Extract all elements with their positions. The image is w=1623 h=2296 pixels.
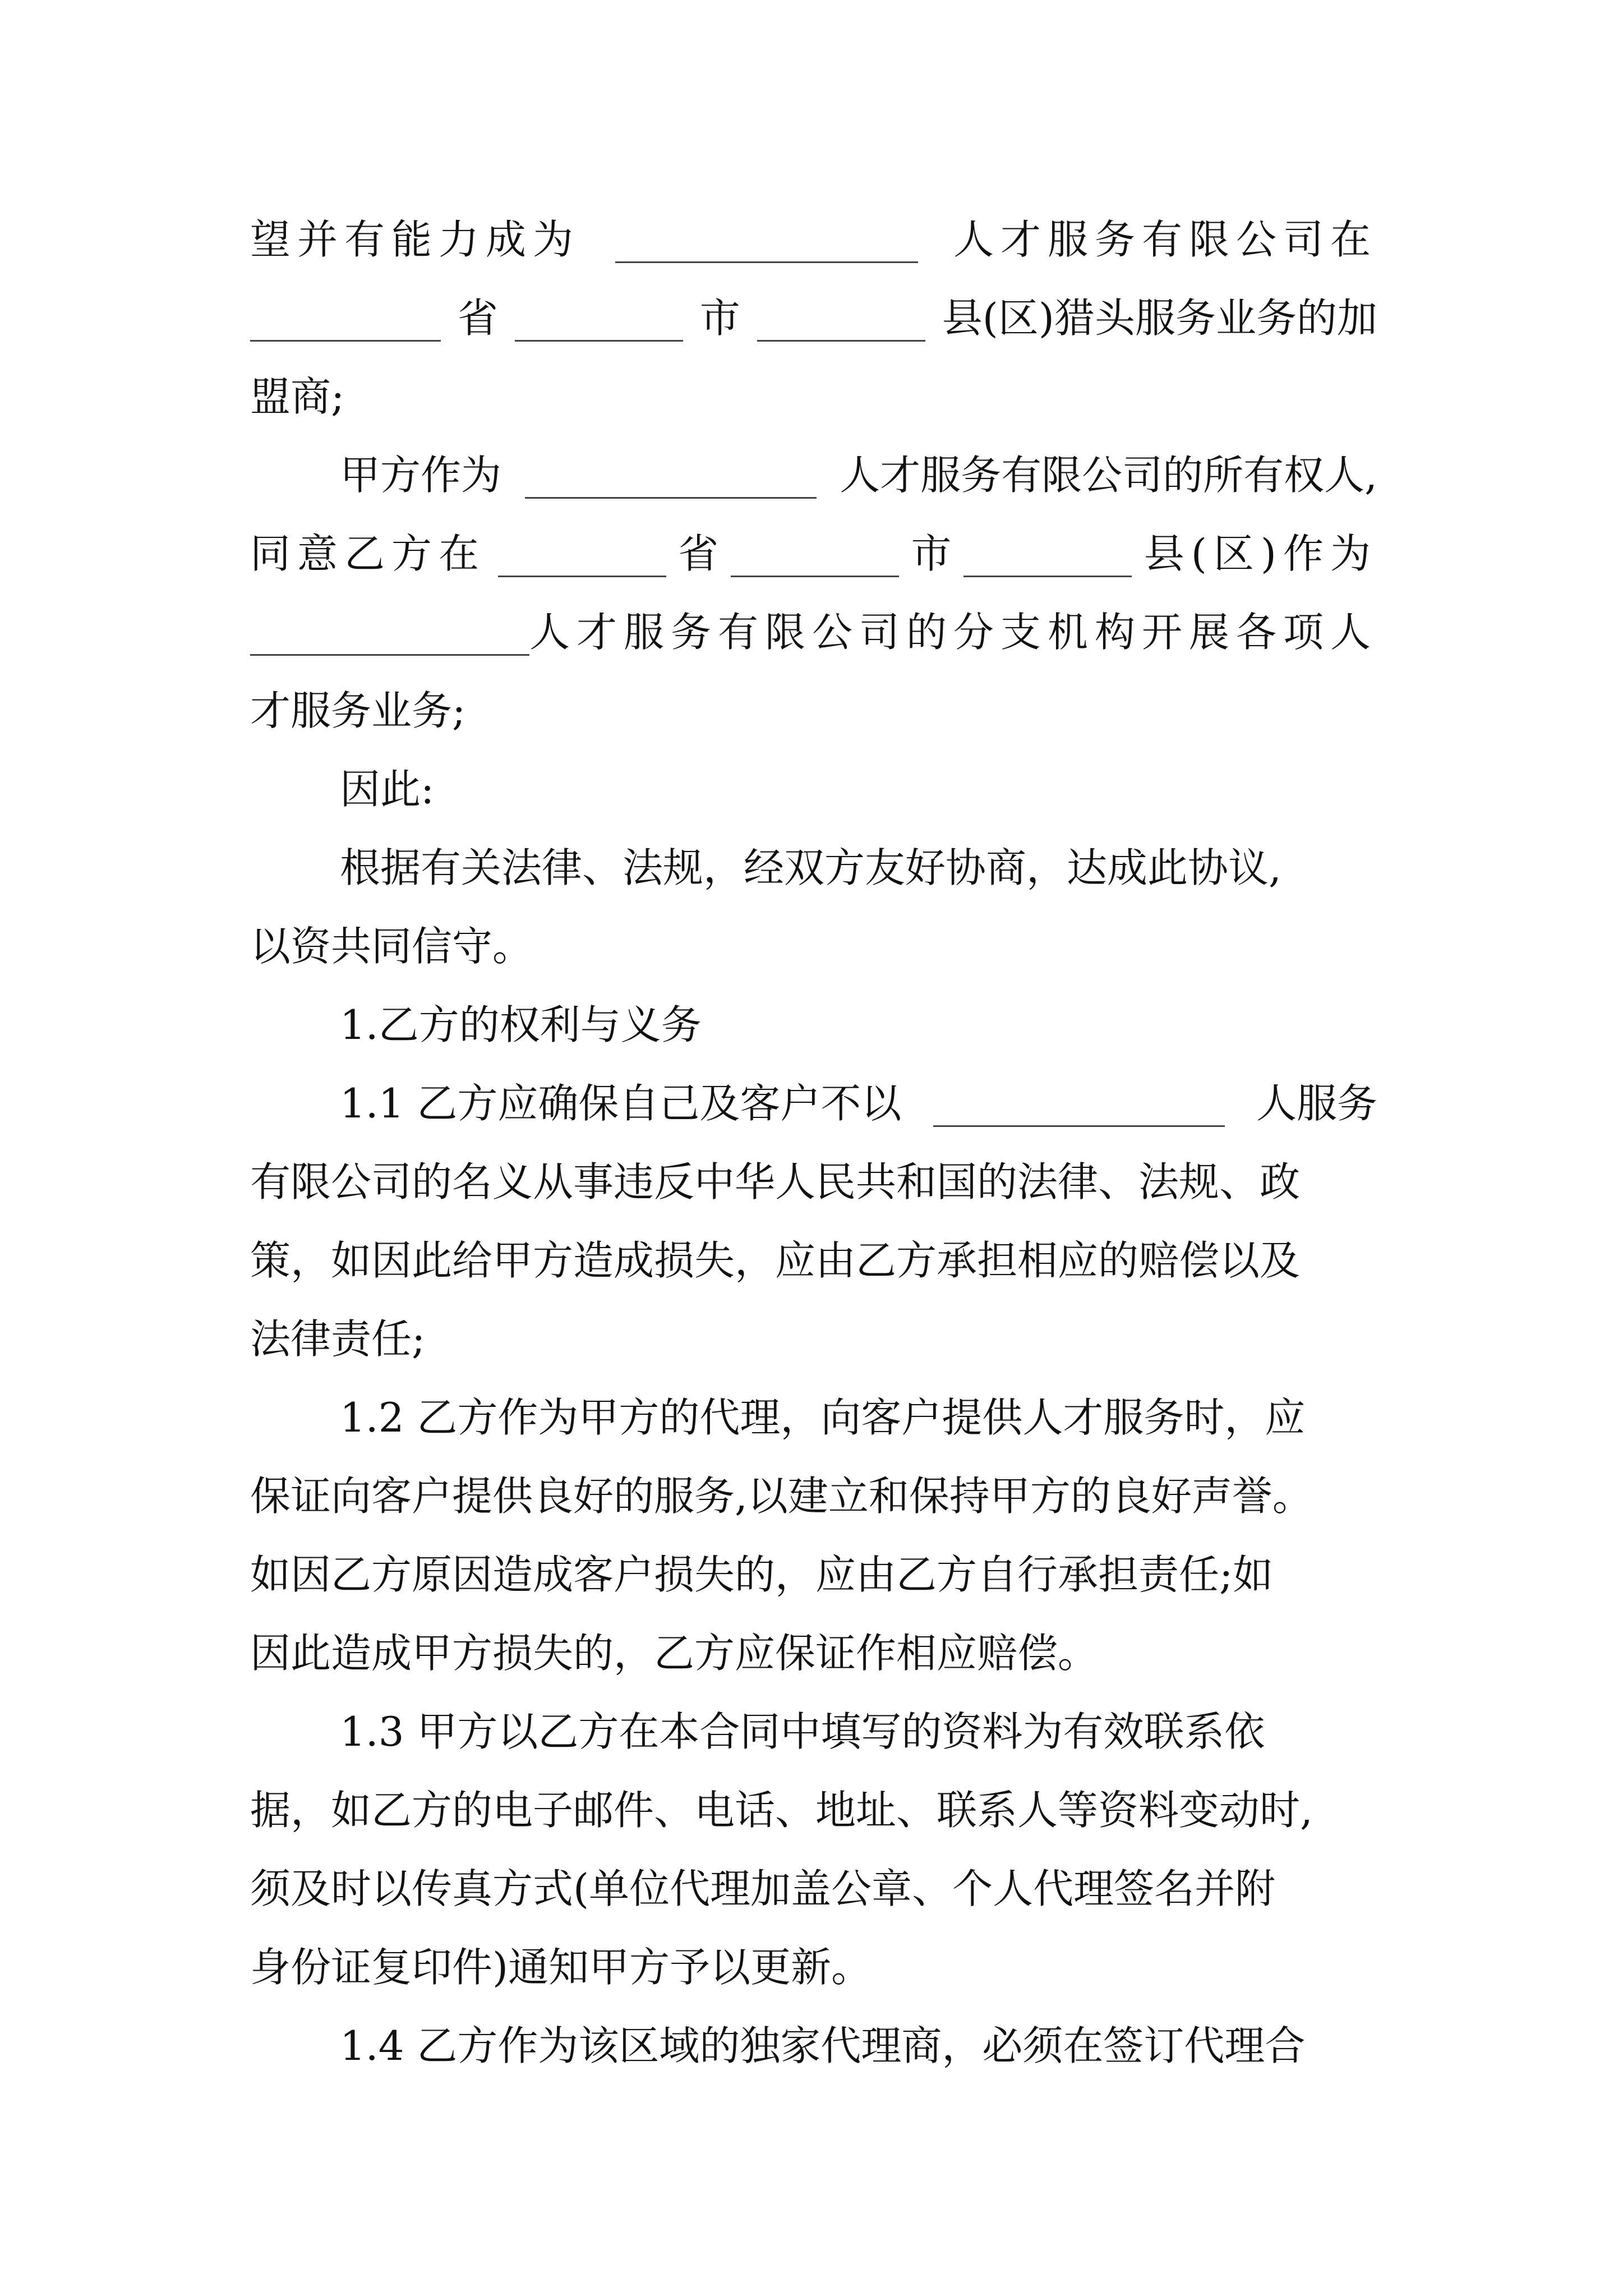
text-segment: 有限公司的名义从事违反中华人民共和国的法律、法规、政: [250, 1158, 1301, 1205]
blank-field[interactable]: [498, 531, 666, 577]
text-line: [250, 197, 1377, 282]
text-line: [250, 1925, 1377, 2009]
text-segment: 望并有能力成为: [250, 216, 580, 263]
text-line: [250, 904, 1377, 988]
blank-field[interactable]: [515, 295, 683, 342]
text-segment: 如因乙方原因造成客户损失的，应由乙方自行承担责任;如: [250, 1551, 1274, 1598]
text-segment: 1.3 甲方以乙方在本合同中填写的资料为有效联系依: [340, 1708, 1265, 1755]
text-line: [340, 433, 1377, 517]
text-segment: 保证向客户提供良好的服务,以建立和保持甲方的良好声誉。: [250, 1473, 1313, 1520]
text-line: [250, 1140, 1377, 1224]
text-segment: 人才服务有限公司在: [953, 216, 1377, 263]
text-segment: 省: [457, 295, 498, 342]
text-line: [340, 2004, 1377, 2088]
text-segment: 市: [699, 295, 740, 342]
text-segment: 法律责任;: [250, 1315, 426, 1363]
text-segment: 1.2 乙方作为甲方的代理，向客户提供人才服务时，应: [340, 1394, 1306, 1441]
blank-field[interactable]: [615, 217, 918, 263]
section-heading: [340, 983, 1377, 1067]
text-line: [250, 1768, 1377, 1852]
blank-field[interactable]: [731, 531, 899, 577]
text-line: [340, 1375, 1377, 1460]
text-line: [340, 1690, 1377, 1774]
text-segment: 身份证复印件)通知甲方予以更新。: [250, 1944, 872, 1991]
text-line: [250, 1533, 1377, 1617]
text-line: [250, 669, 1377, 753]
text-segment: 市: [911, 530, 952, 577]
text-line: [250, 1847, 1377, 1931]
text-line: [340, 826, 1377, 910]
text-line: [250, 1297, 1377, 1381]
text-segment: 据，如乙方的电子邮件、电话、地址、联系人等资料变动时,: [250, 1787, 1313, 1834]
text-segment: 才服务业务;: [250, 687, 466, 734]
text-segment: 因此:: [340, 766, 435, 813]
blank-field[interactable]: [250, 609, 529, 656]
text-segment: 根据有关法律、法规，经双方友好协商，达成此协议,: [340, 844, 1281, 891]
text-segment: 1.1 乙方应确保自己及客户不以: [340, 1080, 902, 1127]
text-line: [250, 590, 1377, 674]
text-segment: 人服务: [1256, 1080, 1377, 1127]
text-segment: 县(区)猎头服务业务的加: [942, 295, 1377, 342]
text-line: [250, 512, 1377, 596]
text-segment: 须及时以传真方式(单位代理加盖公章、个人代理签名并附: [250, 1865, 1276, 1912]
text-segment: 1.4 乙方作为该区域的独家代理商，必须在签订代理合: [340, 2022, 1306, 2069]
text-line: [250, 1611, 1377, 1695]
text-line: [250, 276, 1377, 360]
blank-field[interactable]: [757, 295, 925, 342]
text-segment: 同意乙方在: [250, 530, 486, 577]
text-line: [250, 1454, 1377, 1538]
text-line: [250, 1218, 1377, 1303]
text-line: [250, 355, 1377, 439]
blank-field[interactable]: [933, 1080, 1225, 1127]
blank-field[interactable]: [525, 452, 817, 499]
blank-field[interactable]: [963, 531, 1132, 577]
text-segment: 人才服务有限公司的分支机构开展各项人: [529, 609, 1377, 656]
text-segment: 县(区)作为: [1144, 530, 1377, 577]
text-segment: 策，如因此给甲方造成损失，应由乙方承担相应的赔偿以及: [250, 1237, 1301, 1284]
text-segment: 甲方作为: [340, 452, 502, 499]
text-segment: 人才服务有限公司的所有权人,: [840, 452, 1377, 499]
text-line: [340, 1061, 1377, 1145]
text-segment: 以资共同信守。: [250, 923, 533, 970]
text-segment: 因此造成甲方损失的，乙方应保证作相应赔偿。: [250, 1630, 1099, 1677]
blank-field[interactable]: [250, 295, 441, 342]
text-segment: 省: [678, 530, 719, 577]
text-line: [340, 747, 1377, 831]
text-segment: 1.乙方的权利与义务: [340, 1001, 702, 1048]
text-segment: 盟商;: [250, 373, 345, 420]
